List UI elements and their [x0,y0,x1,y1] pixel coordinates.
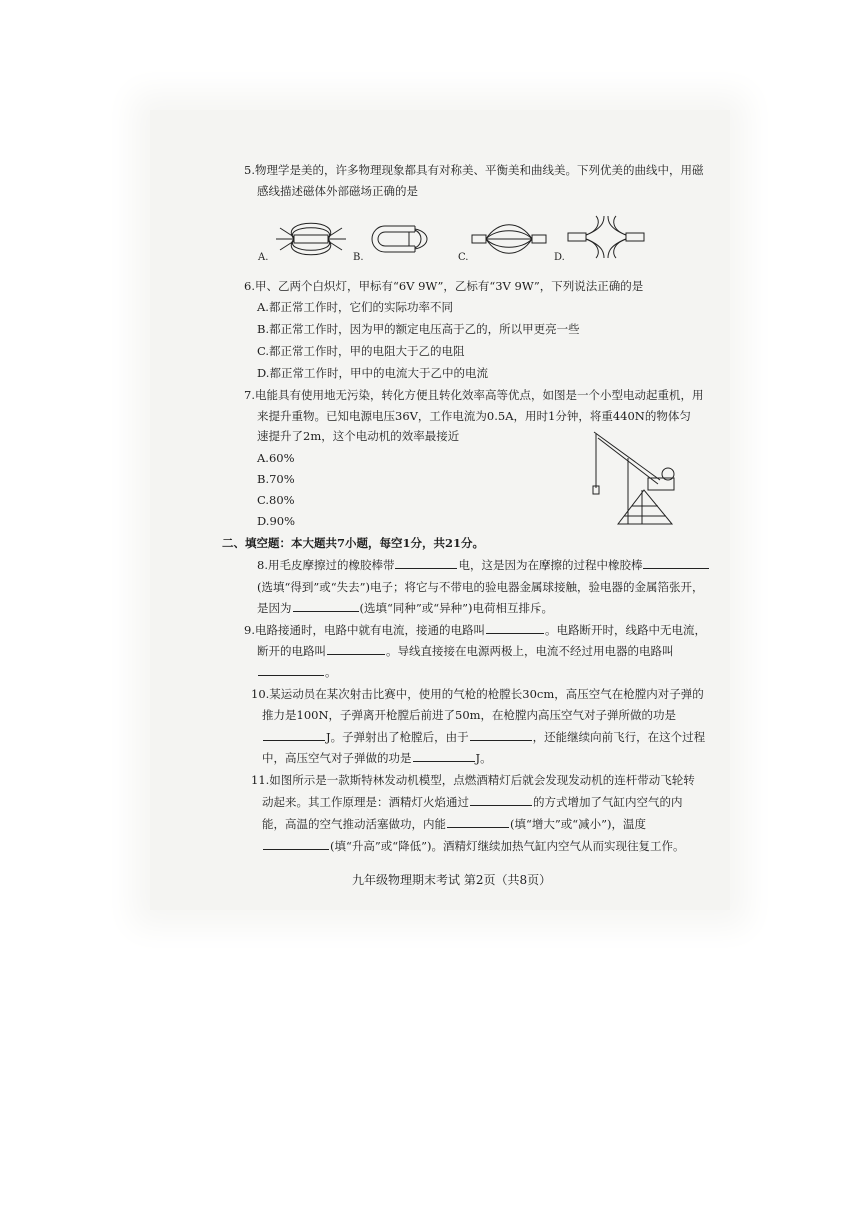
q9-line3 [257,664,337,680]
q10-text-3c: ，还能继续向前飞行，在这个过程 [532,730,706,744]
q10-line1: 10.某运动员在某次射击比赛中，使用的气枪的枪膛长30cm，高压空气在枪膛内对子弹的 [251,687,704,701]
q8-text-3b: (选填“同种”或“异种”)电荷相互排斥。 [359,601,553,615]
q6-option-d: D.都正常工作时，甲中的电流大于乙中的电流 [257,366,488,380]
q9-line2 [257,643,674,659]
q11-text-3b: (填“增大”或“减小”)，温度 [510,817,646,831]
u-magnet-figure-b [365,218,435,260]
q8-line2: (选填“得到”或“失去”)电子；将它与不带电的验电器金属球接触，验电器的金属箔张开， [257,580,704,594]
q5-option-d-label: D. [554,252,565,263]
q11-text-3a: 能，高温的空气推动活塞做功，内能 [262,817,446,831]
two-magnets-figure-d [566,214,646,260]
q7-option-b: B.70% [257,472,295,486]
q11-blank-1[interactable] [470,794,532,806]
crane-figure [588,428,688,528]
q10-line2: 推力是100N，子弹离开枪膛后前进了50m，在枪膛内高压空气对子弹所做的功是 [262,708,677,722]
q5-stem-line2: 感线描述磁体外部磁场正确的是 [257,184,418,198]
q10-text-3b: J。子弹射出了枪膛后，由于 [326,730,469,744]
q10-text-4a: 中，高压空气对子弹做的功是 [262,751,412,765]
q6-option-b: B.都正常工作时，因为甲的额定电压高于乙的，所以甲更亮一些 [257,322,580,336]
q9-blank-3[interactable] [258,664,324,676]
q5-option-b-label: B. [353,252,364,263]
q11-text-2b: 的方式增加了气缸内空气的内 [533,795,683,809]
q7-option-a: A.60% [257,451,295,465]
q8-text-1b: 电，这是因为在摩擦的过程中橡胶棒 [458,558,643,572]
q9-text-1a: 9.电路接通时，电路中就有电流，接通的电路叫 [244,623,485,637]
q11-line2 [262,794,683,810]
q10-line3 [262,729,705,745]
q8-blank-1[interactable] [395,557,457,569]
q5-stem-line1: 5.物理学是美的，许多物理现象都具有对称美、平衡美和曲线美。下列优美的曲线中，用磁 [244,163,704,177]
q9-blank-2[interactable] [327,643,385,655]
q8-line1 [257,557,710,573]
q6-stem: 6.甲、乙两个白炽灯，甲标有“6V 9W”，乙标有“3V 9W”，下列说法正确的是 [244,279,644,293]
q11-text-2a: 动起来。其工作原理是：酒精灯火焰通过 [262,795,469,809]
q9-line1 [244,622,706,638]
q7-stem-line1: 7.电能具有使用地无污染，转化方便且转化效率高等优点，如图是一个小型电动起重机，用 [244,388,704,402]
q11-line1: 11.如图所示是一款斯特林发动机模型，点燃酒精灯后就会发现发动机的连杆带动飞轮转 [251,773,695,787]
q9-blank-1[interactable] [486,622,544,634]
q11-line4 [262,838,685,854]
q7-stem-line2: 来提升重物。已知电源电压36V，工作电流为0.5A，用时1分钟，将重440N的物体匀 [257,409,691,423]
q9-text-2b: 。导线直接接在电源两极上，电流不经过用电器的电路叫 [386,644,674,658]
q11-text-4b: (填“升高”或“降低”)。酒精灯继续加热气缸内空气从而实现往复工作。 [330,839,685,853]
q9-text-3b: 。 [325,665,337,679]
q10-blank-3[interactable] [413,750,475,762]
q7-option-d: D.90% [257,514,296,528]
bar-magnet-figure-a [272,216,350,262]
q8-blank-3[interactable] [293,600,359,612]
q11-blank-2[interactable] [447,816,509,828]
q6-option-c: C.都正常工作时，甲的电阻大于乙的电阻 [257,344,465,358]
q5-option-c-label: C. [458,252,469,263]
q9-text-2a: 断开的电路叫 [257,644,326,658]
q11-line3 [262,816,646,832]
q11-blank-3[interactable] [263,838,329,850]
q10-line4 [262,750,492,766]
q6-option-a: A.都正常工作时，它们的实际功率不同 [257,300,453,314]
q8-line3 [257,600,553,616]
q10-text-4b: J。 [475,751,492,765]
q10-blank-1[interactable] [263,729,325,741]
q9-text-1b: 。电路断开时，线路中无电流， [544,623,706,637]
q7-option-c: C.80% [257,493,295,507]
section-2-header: 二、填空题：本大题共7小题，每空1分，共21分。 [222,536,485,550]
q5-option-a-label: A. [258,252,269,263]
q8-text-3a: 是因为 [257,601,292,615]
two-magnets-figure-c [470,216,548,262]
q8-text-1a: 8.用毛皮摩擦过的橡胶棒带 [257,558,395,572]
q7-stem-line3: 速提升了2m，这个电动机的效率最接近 [257,429,460,443]
page-footer: 九年级物理期末考试 第2页（共8页） [352,873,552,887]
q10-blank-2[interactable] [470,729,532,741]
q8-blank-2[interactable] [643,557,709,569]
